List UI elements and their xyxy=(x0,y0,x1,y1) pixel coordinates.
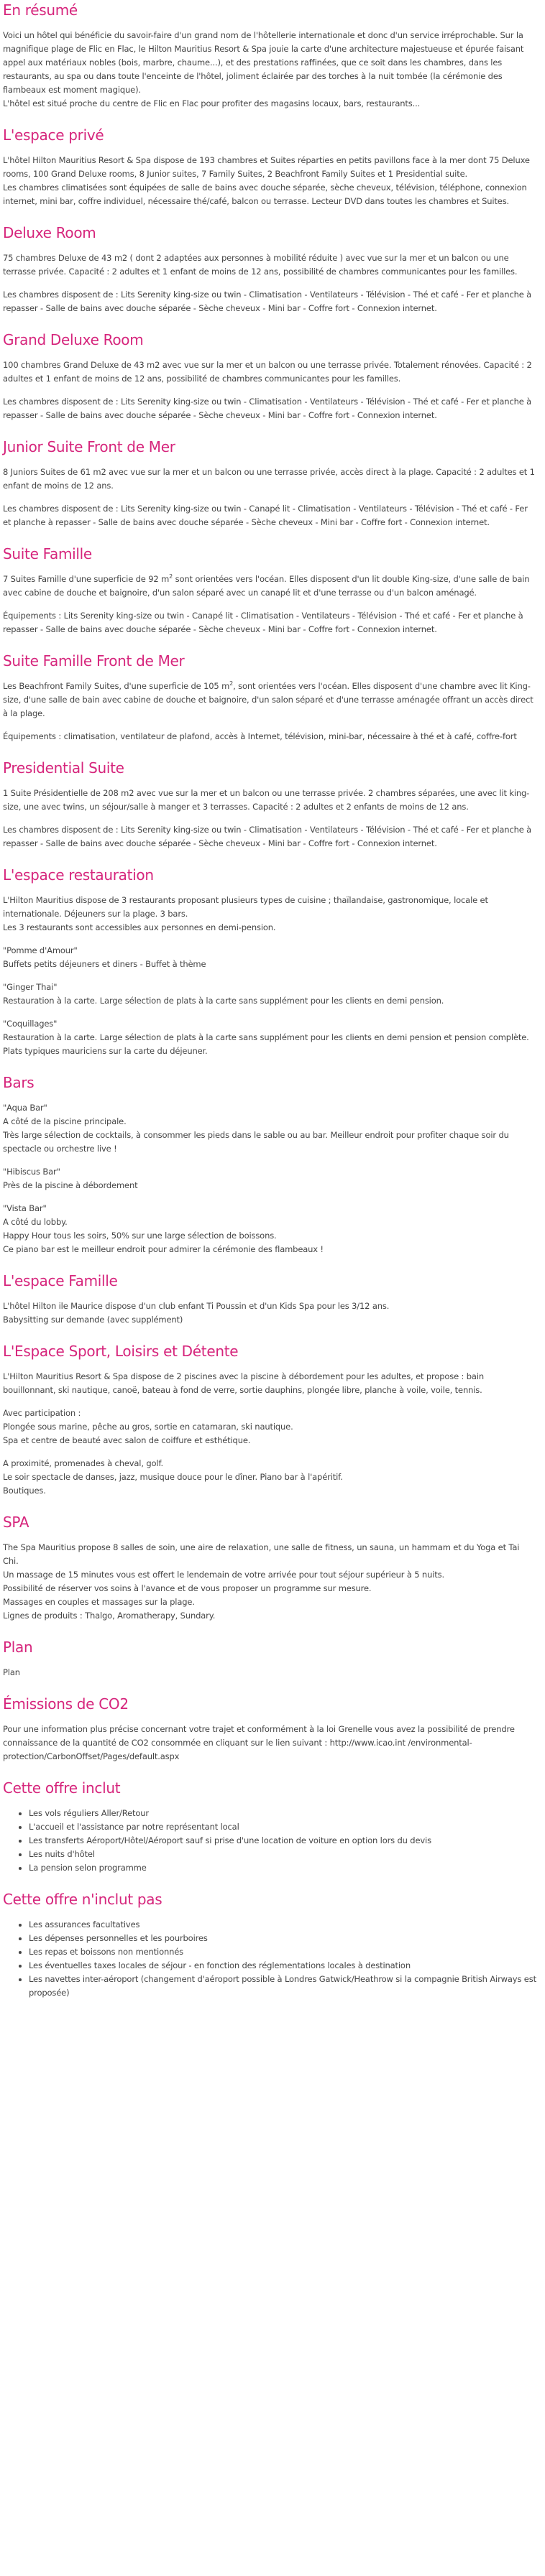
list-item: • L'accueil et l'assistance par notre représentant local xyxy=(29,1820,536,1834)
text-line: Babysitting sur demande (avec supplément) xyxy=(3,1315,183,1325)
list-item: • Les dépenses personnelles et les pourboires xyxy=(29,1932,536,1945)
room-amenities: Les chambres disposent de : Lits Serenity king-size ou twin - Climatisation - Ventilateurs - Télévision - Thé et café - Fer et planche à repasser - Salle de bains avec douche séparée - Sèche cheveux - Mini bar - Coffre fort - Connexion internet. xyxy=(3,397,532,420)
text-line: L'hôtel est situé proche du centre de Flic en Flac pour profiter des magasins locaux, bars, restaurants... xyxy=(3,98,421,108)
section-title: L'espace restauration xyxy=(3,866,154,884)
section-title: Deluxe Room xyxy=(3,224,96,241)
list-item: • Les assurances facultatives xyxy=(29,1918,536,1932)
list-item: • Les repas et boissons non mentionnés xyxy=(29,1945,536,1959)
paragraph xyxy=(3,154,536,208)
text-line: Un massage de 15 minutes vous est offert le lendemain de votre arrivée pour tout séjour supérieur à 5 nuits. xyxy=(3,1570,444,1580)
included-list xyxy=(3,1807,536,1875)
text-line: A proximité, promenades à cheval, golf. xyxy=(3,1458,164,1468)
restaurant-name: "Coquillages" xyxy=(3,1019,58,1029)
text-line: Les chambres climatisées sont équipées de salle de bains avec douche séparée, sèche cheveux, télévision, téléphone, connexion internet, mini bar, coffre individuel, nécessaire thé/café, balcon ou terrasse. Lecteur DVD dans toutes les chambres et Suites. xyxy=(3,182,527,206)
text-line: A côté du lobby. xyxy=(3,1217,68,1227)
section-title: Suite Famille xyxy=(3,545,92,562)
bar-name: "Vista Bar" xyxy=(3,1203,47,1213)
section-offre-ninclut xyxy=(3,1891,536,2000)
section-spa xyxy=(3,1514,536,1623)
section-deluxe-room xyxy=(3,224,536,315)
room-amenities: Les chambres disposent de : Lits Serenity king-size ou twin - Canapé lit - Climatisation - Ventilateurs - Télévision - Thé et café - Fer et planche à repasser - Salle de bains avec douche séparée - Sèche cheveux - Mini bar - Coffre fort - Connexion internet. xyxy=(3,504,528,527)
section-title: SPA xyxy=(3,1514,29,1531)
superscript: 2 xyxy=(169,573,173,580)
room-description xyxy=(3,573,536,600)
bar-name: "Aqua Bar" xyxy=(3,1103,47,1113)
list-item: • Les nuits d'hôtel xyxy=(29,1848,536,1861)
text-line: Très large sélection de cocktails, à consommer les pieds dans le sable ou au bar. Meilleur endroit pour profiter chaque soir du spectacle ou orchestre live ! xyxy=(3,1130,509,1154)
section-title: Suite Famille Front de Mer xyxy=(3,652,185,670)
section-famille xyxy=(3,1272,536,1327)
section-title: Presidential Suite xyxy=(3,759,124,777)
list-item: • La pension selon programme xyxy=(29,1861,536,1875)
text-line: The Spa Mauritius propose 8 salles de soin, une aire de relaxation, une salle de fitness, un sauna, un hammam et du Yoga et Tai Chi. xyxy=(3,1542,520,1566)
section-restauration xyxy=(3,866,536,1058)
text-line: Les 3 restaurants sont accessibles aux personnes en demi-pension. xyxy=(3,922,276,932)
section-title: Émissions de CO2 xyxy=(3,1695,129,1713)
section-title: Plan xyxy=(3,1639,33,1656)
section-offre-inclut xyxy=(3,1779,536,1875)
room-description: 8 Juniors Suites de 61 m2 avec vue sur la mer et un balcon ou une terrasse privée, accès direct à la plage. Capacité : 2 adultes et 1 enfant de moins de 12 ans. xyxy=(3,467,535,491)
paragraph xyxy=(3,1407,536,1447)
section-suite-famille xyxy=(3,545,536,636)
text-line: Boutiques. xyxy=(3,1486,46,1496)
text-run: 7 Suites Famille d'une superficie de 92 m xyxy=(3,574,170,584)
list-item: • Les transferts Aéroport/Hôtel/Aéroport sauf si prise d'une location de voiture en option lors du devis xyxy=(29,1834,536,1848)
section-title: Junior Suite Front de Mer xyxy=(3,438,175,455)
room-amenities: Les chambres disposent de : Lits Serenity king-size ou twin - Climatisation - Ventilateurs - Télévision - Thé et café - Fer et planche à repasser - Salle de bains avec douche séparée - Sèche cheveux - Mini bar - Coffre fort - Connexion internet. xyxy=(3,289,532,313)
section-title: L'espace privé xyxy=(3,126,104,144)
paragraph xyxy=(3,894,536,935)
text-line: L'Hilton Mauritius Resort & Spa dispose de 2 piscines avec la piscine à débordement pour les adultes, et propose : bain bouillonnant, ski nautique, canoë, bateau à fond de verre, sortie dauphins, plongée libre, planche à voile, voile, tennis. xyxy=(3,1371,485,1395)
text-line: L'hôtel Hilton Mauritius Resort & Spa dispose de 193 chambres et Suites réparties en petits pavillons face à la mer dont 75 Deluxe rooms, 100 Grand Deluxe rooms, 8 Junior suites, 7 Family Suites, 2 Beachfront Family Suites et 1 Presidential suite. xyxy=(3,155,530,179)
section-title: Bars xyxy=(3,1074,35,1091)
restaurant-block xyxy=(3,1017,536,1058)
section-bars xyxy=(3,1074,536,1256)
text-line: Spa et centre de beauté avec salon de coiffure et esthétique. xyxy=(3,1435,251,1445)
text-run: sont orientées vers l'océan. Elles disposent d'un lit double King-size, d'une salle de bain avec cabine de douche et baignoire, d'un salon séparé avec un canapé lit et d'une terrasse ou d'un balcon aménagé. xyxy=(3,574,530,598)
list-item: • Les navettes inter-aéroport (changement d'aéroport possible à Londres Gatwick/Heathrow si la compagnie British Airways est proposée) xyxy=(29,1973,536,2000)
section-title: L'espace Famille xyxy=(3,1272,118,1289)
text-line: Restauration à la carte. Large sélection de plats à la carte sans supplément pour les clients en demi pension. xyxy=(3,996,444,1006)
restaurant-block xyxy=(3,944,536,971)
text-line: Lignes de produits : Thalgo, Aromatherapy, Sundary. xyxy=(3,1611,216,1621)
text-line: Possibilité de réserver vos soins à l'avance et de vous proposer un programme sur mesure. xyxy=(3,1583,372,1593)
list-item: • Les vols réguliers Aller/Retour xyxy=(29,1807,536,1820)
section-sport-loisirs xyxy=(3,1343,536,1498)
text-line: L'hôtel Hilton ile Maurice dispose d'un club enfant Ti Poussin et d'un Kids Spa pour les 3/12 ans. xyxy=(3,1301,390,1311)
bar-name: "Hibiscus Bar" xyxy=(3,1167,60,1177)
bar-block xyxy=(3,1202,536,1256)
paragraph xyxy=(3,1541,536,1623)
section-title: Cette offre n'inclut pas xyxy=(3,1891,162,1908)
text-line: Buffets petits déjeuners et diners - Buffet à thème xyxy=(3,959,206,969)
room-amenities: Les chambres disposent de : Lits Serenity king-size ou twin - Climatisation - Ventilateurs - Télévision - Thé et café - Fer et planche à repasser - Salle de bains avec douche séparée - Sèche cheveux - Mini bar - Coffre fort - Connexion internet. xyxy=(3,825,532,848)
bar-block xyxy=(3,1165,536,1192)
section-grand-deluxe-room xyxy=(3,331,536,422)
text-line: Avec participation : xyxy=(3,1408,81,1418)
text-line: Près de la piscine à débordement xyxy=(3,1180,138,1190)
section-title: Grand Deluxe Room xyxy=(3,331,144,348)
room-amenities: Équipements : climatisation, ventilateur de plafond, accès à Internet, télévision, mini-bar, nécessaire à thé et à café, coffre-fort xyxy=(3,731,517,741)
text-run: , sont orientées vers l'océan. Elles disposent d'une chambre avec lit King-size, d'une salle de bain avec cabine de douche et baignoire, d'un salon séparé et d'une terrasse aménagée offrant un accès direct à la plage. xyxy=(3,681,533,718)
section-suite-famille-front-de-mer xyxy=(3,652,536,743)
restaurant-name: "Pomme d'Amour" xyxy=(3,945,78,955)
restaurant-block xyxy=(3,981,536,1008)
section-title: L'Espace Sport, Loisirs et Détente xyxy=(3,1343,239,1360)
text-line: A côté de la piscine principale. xyxy=(3,1116,127,1126)
superscript: 2 xyxy=(229,680,234,687)
plan-placeholder: Plan xyxy=(3,1667,20,1677)
paragraph xyxy=(3,1370,536,1397)
excluded-list xyxy=(3,1918,536,2000)
text-line: Voici un hôtel qui bénéficie du savoir-faire d'un grand nom de l'hôtellerie internationale et donc d'un service irréprochable. Sur la magnifique plage de Flic en Flac, le Hilton Mauritius Resort & Spa jouie la carte d'une architecture majestueuse et épurée faisant appel aux matériaux nobles (bois, marbre, chaume...), et des prestations raffinées, que ce soit dans les chambres, dans les restaurants, au spa ou dans toute l'enceinte de l'hôtel, joliment éclairée par des torches à la nuit tombée (la cérémonie des flambeaux est moment magique). xyxy=(3,30,524,95)
room-description xyxy=(3,680,536,721)
text-line: Restauration à la carte. Large sélection de plats à la carte sans supplément pour les clients en demi pension et pension complète. xyxy=(3,1032,529,1042)
restaurant-name: "Ginger Thai" xyxy=(3,982,58,992)
section-co2 xyxy=(3,1695,536,1764)
section-presidential-suite xyxy=(3,759,536,851)
text-line: L'Hilton Mauritius dispose de 3 restaurants proposant plusieurs types de cuisine ; thaïlandaise, gastronomique, locale et internationale. Déjeuners sur la plage. 3 bars. xyxy=(3,895,488,919)
paragraph xyxy=(3,1299,536,1327)
paragraph xyxy=(3,29,536,111)
section-plan xyxy=(3,1639,536,1680)
list-item: • Les éventuelles taxes locales de séjour - en fonction des réglementations locales à destination xyxy=(29,1959,536,1973)
co2-text: Pour une information plus précise concernant votre trajet et conformément à la loi Grenelle vous avez la possibilité de prendre connaissance de la quantité de CO2 consommée en cliquant sur le lien suivant : http://www.icao.int /environmental-protection/CarbonOffset/Pages/default.aspx xyxy=(3,1724,515,1761)
section-junior-suite xyxy=(3,438,536,529)
bar-block xyxy=(3,1101,536,1156)
room-description: 1 Suite Présidentielle de 208 m2 avec vue sur la mer et un balcon ou une terrasse privée. 2 chambres séparées, une avec lit king-size, une avec twins, un séjour/salle à manger et 3 terrasses. Capacité : 2 adultes et 2 enfants de moins de 12 ans. xyxy=(3,788,530,812)
section-resume xyxy=(3,1,536,111)
text-line: Ce piano bar est le meilleur endroit pour admirer la cérémonie des flambeaux ! xyxy=(3,1244,324,1254)
text-line: Happy Hour tous les soirs, 50% sur une large sélection de boissons. xyxy=(3,1231,277,1241)
room-amenities: Équipements : Lits Serenity king-size ou twin - Canapé lit - Climatisation - Ventilateurs - Télévision - Thé et café - Fer et planche à repasser - Salle de bains avec douche séparée - Sèche cheveux - Mini bar - Coffre fort - Connexion internet. xyxy=(3,611,523,634)
section-title: En résumé xyxy=(3,1,78,19)
room-description: 75 chambres Deluxe de 43 m2 ( dont 2 adaptées aux personnes à mobilité réduite ) avec vue sur la mer et un balcon ou une terrasse privée. Capacité : 2 adultes et 1 enfant de moins de 12 ans, possibilité de chambres communicantes pour les familles. xyxy=(3,253,518,277)
section-espace-prive xyxy=(3,126,536,208)
text-run: Les Beachfront Family Suites, d'une superficie de 105 m xyxy=(3,681,230,691)
text-line: Massages en couples et massages sur la plage. xyxy=(3,1597,195,1607)
section-title: Cette offre inclut xyxy=(3,1779,121,1797)
text-line: Plongée sous marine, pêche au gros, sortie en catamaran, ski nautique. xyxy=(3,1422,293,1432)
text-line: Le soir spectacle de danses, jazz, musique douce pour le dîner. Piano bar à l'apéritif. xyxy=(3,1472,343,1482)
room-description: 100 chambres Grand Deluxe de 43 m2 avec vue sur la mer et un balcon ou une terrasse privée. Totalement rénovées. Capacité : 2 adultes et 1 enfant de moins de 12 ans, possibilité de chambres communicantes pour les familles. xyxy=(3,360,532,384)
text-line: Plats typiques mauriciens sur la carte du déjeuner. xyxy=(3,1046,208,1056)
paragraph xyxy=(3,1457,536,1498)
